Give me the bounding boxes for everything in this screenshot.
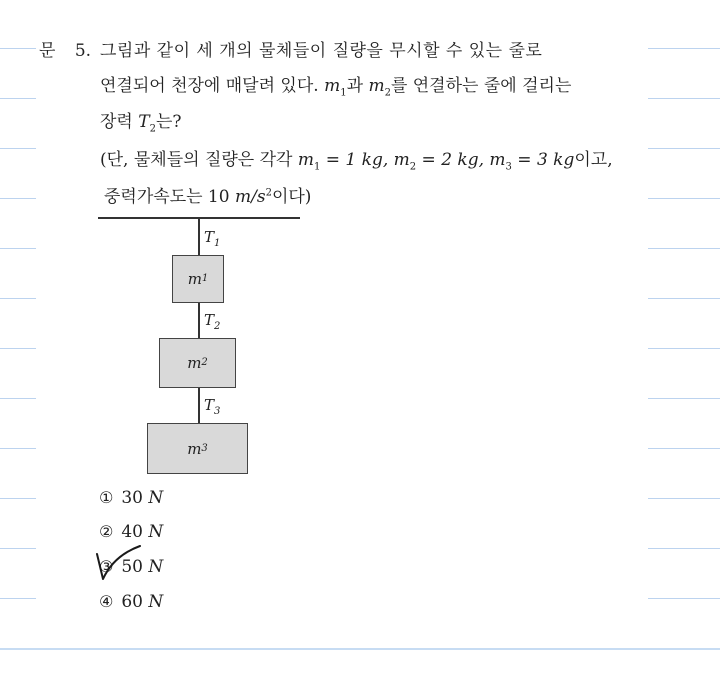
- question-label: 문: [39, 41, 56, 61]
- question-number: [39, 36, 91, 61]
- option-unit: N: [148, 557, 164, 577]
- rule-right: [648, 148, 720, 149]
- text: 과: [346, 76, 364, 96]
- text: 연결되어 천장에 매달려 있다.: [100, 76, 319, 96]
- m: m: [187, 270, 202, 288]
- rule-left: [0, 548, 36, 549]
- var-m2: m: [393, 150, 410, 170]
- rule-right: [648, 198, 720, 199]
- value: = 2 kg,: [416, 150, 484, 170]
- var-m1: m: [297, 150, 314, 170]
- rule-left: [0, 448, 36, 449]
- text: 이고,: [574, 150, 613, 170]
- m: m: [187, 354, 202, 372]
- rule-left: [0, 98, 36, 99]
- text: (단, 물체들의 질량은 각각: [100, 150, 293, 170]
- rule-right: [648, 398, 720, 399]
- unit: m/s: [234, 187, 266, 207]
- sub: 2: [409, 161, 417, 173]
- rule-right: [648, 98, 720, 99]
- mass-box-2: m 2: [159, 338, 236, 388]
- rule-left: [0, 498, 36, 499]
- option-marker: ③: [99, 557, 114, 576]
- option-unit: N: [148, 522, 164, 542]
- rule-right: [648, 248, 720, 249]
- value: = 1 kg,: [320, 150, 389, 170]
- option-marker: ④: [99, 592, 114, 611]
- sup: 2: [265, 187, 272, 199]
- rule-right: [648, 598, 720, 599]
- rule-left: [0, 198, 36, 199]
- string-3: [198, 388, 200, 424]
- sub: 1: [314, 161, 321, 173]
- option-marker: ①: [99, 488, 114, 507]
- option-unit: N: [148, 592, 164, 612]
- condition-line-1: [100, 145, 613, 173]
- rule-right: [648, 548, 720, 549]
- question-index: 5.: [74, 41, 92, 61]
- string-1: [198, 219, 200, 255]
- var-m3: m: [489, 150, 506, 170]
- option-4[interactable]: [99, 592, 163, 612]
- option-2[interactable]: [99, 522, 163, 542]
- sub: 1: [214, 238, 221, 249]
- text: 를 연결하는 줄에 걸리는: [390, 76, 572, 96]
- rule-full: [0, 648, 720, 650]
- text: 는?: [155, 112, 182, 132]
- m: m: [187, 439, 202, 458]
- text: 중력가속도는 10: [104, 187, 230, 207]
- tension-label-3: [204, 396, 221, 417]
- question-line-3: [100, 107, 182, 135]
- rule-right: [648, 48, 720, 49]
- rule-right: [648, 448, 720, 449]
- hanging-masses-diagram: [96, 214, 306, 476]
- text: 이다): [271, 187, 312, 207]
- rule-left: [0, 598, 36, 599]
- question-line-1: 그림과 같이 세 개의 물체들이 질량을 무시할 수 있는 줄로: [100, 41, 543, 61]
- rule-left: [0, 148, 36, 149]
- condition-line-2: [104, 182, 311, 207]
- var-t2: T: [138, 112, 150, 132]
- sub: 1: [340, 87, 347, 99]
- option-marker: ②: [99, 522, 114, 541]
- sub: 2: [149, 123, 156, 135]
- value: = 3 kg: [511, 150, 575, 170]
- mass-box-3: m 3: [147, 423, 248, 474]
- sub: 3: [214, 406, 221, 417]
- rule-right: [648, 348, 720, 349]
- t: T: [204, 311, 215, 329]
- question-line-2: [100, 71, 572, 99]
- option-value: 30: [121, 488, 143, 508]
- rule-left: [0, 248, 36, 249]
- text: 장력: [100, 112, 133, 132]
- checkmark-icon: [90, 540, 150, 585]
- string-2: [198, 303, 200, 339]
- rule-right: [648, 498, 720, 499]
- var-m2: m: [368, 76, 385, 96]
- option-value: 40: [121, 522, 143, 542]
- var-m1: m: [324, 76, 341, 96]
- rule-left: [0, 348, 36, 349]
- rule-right: [648, 298, 720, 299]
- rule-left: [0, 398, 36, 399]
- tension-label-2: [204, 311, 221, 332]
- sub: 2: [384, 87, 391, 99]
- sub: 2: [214, 321, 221, 332]
- rule-left: [0, 48, 36, 49]
- option-unit: N: [148, 488, 164, 508]
- option-value: 60: [121, 592, 143, 612]
- sub: 3: [505, 161, 512, 173]
- t: T: [204, 228, 215, 246]
- tension-label-1: [204, 228, 221, 249]
- t: T: [204, 396, 215, 414]
- option-1[interactable]: [99, 488, 163, 508]
- option-value: 50: [121, 557, 143, 577]
- mass-box-1: m 1: [172, 255, 224, 303]
- rule-left: [0, 298, 36, 299]
